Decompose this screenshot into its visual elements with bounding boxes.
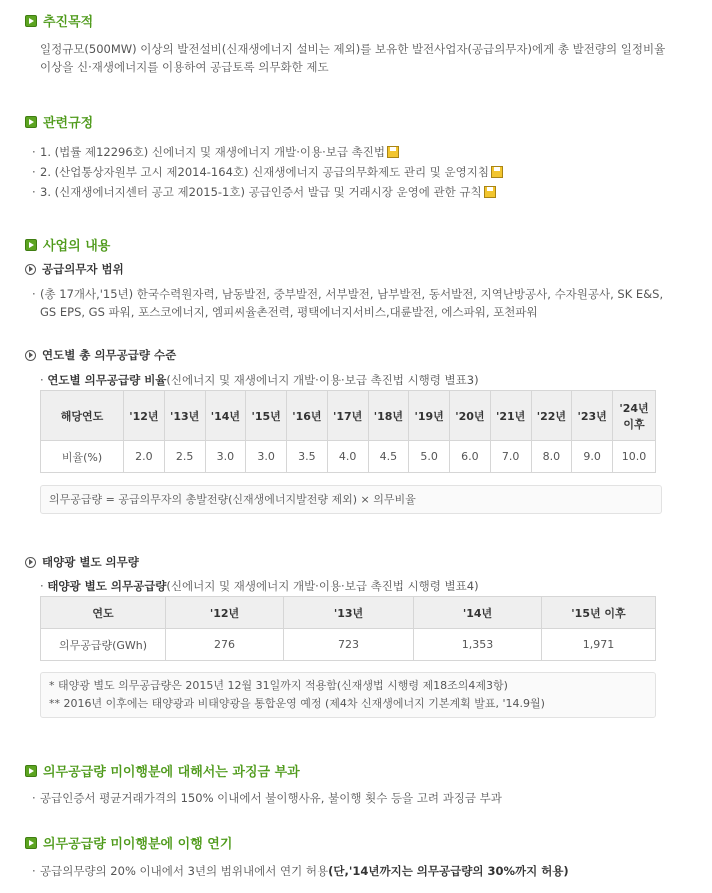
circle-arrow-icon xyxy=(25,350,36,361)
table-cell: 3.0 xyxy=(205,441,246,473)
play-arrow-icon xyxy=(25,765,37,777)
table-header-cell: '17년 xyxy=(327,391,368,441)
note-line: * 태양광 별도 의무공급량은 2015년 12월 31일까지 적용함(신재생법 시행령 제18조의4제3항) xyxy=(49,679,508,692)
table-cell: 10.0 xyxy=(613,441,656,473)
table-header-cell: '23년 xyxy=(572,391,613,441)
table-cell: 6.0 xyxy=(450,441,491,473)
play-arrow-icon xyxy=(25,837,37,849)
table-header-cell: '14년 xyxy=(205,391,246,441)
table-header-cell: '15년 xyxy=(246,391,287,441)
download-disk-icon[interactable] xyxy=(387,146,399,158)
play-arrow-icon xyxy=(25,239,37,251)
supplier-list: · (총 17개사,'15년) 한국수력원자력, 남동발전, 중부발전, 서부발전, 남부발전, 동서발전, 지역난방공사, 수자원공사, SK E&S, GS EPS, GS 파워, 포스코에너지, 엠피씨율촌전력, 평택에너지서비스,대륜발전, 에스파워, 포천파워 xyxy=(40,285,680,321)
subsection-title-solar: 태양광 별도 의무량 xyxy=(25,554,139,570)
regulation-item[interactable]: · 3. (신재생에너지센터 공고 제2015-1호) 공급인증서 발급 및 거래시장 운영에 관한 규칙 xyxy=(40,183,690,201)
regulation-item[interactable]: · 2. (산업통상자원부 고시 제2014-164호) 신재생에너지 공급의무화제도 관리 및 운영지침 xyxy=(40,163,690,181)
yearly-table-caption: · 연도별 의무공급량 비율(신에너지 및 재생에너지 개발·이용·보급 촉진법 시행령 별표3) xyxy=(40,373,479,387)
table-cell: 3.5 xyxy=(287,441,328,473)
play-arrow-icon xyxy=(25,15,37,27)
table-cell: 4.0 xyxy=(327,441,368,473)
play-arrow-icon xyxy=(25,116,37,128)
subsection-title-yearly: 연도별 총 의무공급량 수준 xyxy=(25,347,176,363)
deferral-text: · 공급의무량의 20% 이내에서 3년의 범위내에서 연기 허용(단,'14년까지는 의무공급량의 30%까지 허용) xyxy=(40,862,690,880)
regulation-item[interactable]: · 1. (법률 제12296호) 신에너지 및 재생에너지 개발·이용·보급 촉진법 xyxy=(40,143,690,161)
table-header-cell: '24년 이후 xyxy=(613,391,656,441)
table-header-cell: '22년 xyxy=(531,391,572,441)
circle-arrow-icon xyxy=(25,557,36,568)
table-header-cell: '13년 xyxy=(284,597,414,629)
solar-quota-table xyxy=(40,596,656,661)
table-row xyxy=(41,629,656,661)
table-cell: 2.0 xyxy=(124,441,165,473)
circle-arrow-icon xyxy=(25,264,36,275)
section-title-deferral: 의무공급량 미이행분에 이행 연기 xyxy=(25,833,232,852)
table-header-cell: '18년 xyxy=(368,391,409,441)
table-header-cell: '12년 xyxy=(166,597,284,629)
table-cell: 1,353 xyxy=(414,629,542,661)
section-title-penalty: 의무공급량 미이행분에 대해서는 과징금 부과 xyxy=(25,761,300,780)
section-title-purpose: 추진목적 xyxy=(25,11,93,30)
section-title-business: 사업의 내용 xyxy=(25,235,110,254)
table-cell: 1,971 xyxy=(542,629,656,661)
table-cell: 4.5 xyxy=(368,441,409,473)
table-cell: 8.0 xyxy=(531,441,572,473)
table-header-cell: '16년 xyxy=(287,391,328,441)
solar-notes-box xyxy=(40,672,656,718)
table-header-cell: '14년 xyxy=(414,597,542,629)
table-cell: 276 xyxy=(166,629,284,661)
table-row xyxy=(41,441,656,473)
table-header-cell: '21년 xyxy=(490,391,531,441)
table-cell: 2.5 xyxy=(164,441,205,473)
purpose-text: 일정규모(500MW) 이상의 발전설비(신재생에너지 설비는 제외)를 보유한 발전사업자(공급의무자)에게 총 발전량의 일정비율 이상을 신·재생에너지를 이용하여 공급토록 의무화한 제도 xyxy=(40,42,666,74)
table-header-cell: 연도 xyxy=(41,597,166,629)
table-header-cell: 해당연도 xyxy=(41,391,124,441)
table-cell: 7.0 xyxy=(490,441,531,473)
solar-table-caption: · 태양광 별도 의무공급량(신에너지 및 재생에너지 개발·이용·보급 촉진법 시행령 별표4) xyxy=(40,579,479,593)
table-cell: 723 xyxy=(284,629,414,661)
table-header-cell: '15년 이후 xyxy=(542,597,656,629)
table-row-label: 의무공급량(GWh) xyxy=(41,629,166,661)
table-header-cell: '20년 xyxy=(450,391,491,441)
formula-box: 의무공급량 = 공급의무자의 총발전량(신재생에너지발전량 제외) × 의무비율 xyxy=(40,485,662,514)
table-header-cell: '12년 xyxy=(124,391,165,441)
download-disk-icon[interactable] xyxy=(491,166,503,178)
table-header-cell: '13년 xyxy=(164,391,205,441)
table-cell: 5.0 xyxy=(409,441,450,473)
penalty-text: · 공급인증서 평균거래가격의 150% 이내에서 불이행사유, 불이행 횟수 등을 고려 과징금 부과 xyxy=(40,789,690,807)
section-title-regulations: 관련규정 xyxy=(25,112,93,131)
download-disk-icon[interactable] xyxy=(484,186,496,198)
yearly-ratio-table xyxy=(40,390,656,473)
table-header-cell: '19년 xyxy=(409,391,450,441)
table-cell: 3.0 xyxy=(246,441,287,473)
subsection-title-supplier: 공급의무자 범위 xyxy=(25,261,124,277)
table-cell: 9.0 xyxy=(572,441,613,473)
note-line: ** 2016년 이후에는 태양광과 비태양광을 통합운영 예정 (제4차 신재생에너지 기본계획 발표, '14.9월) xyxy=(49,697,545,710)
table-row-label: 비율(%) xyxy=(41,441,124,473)
